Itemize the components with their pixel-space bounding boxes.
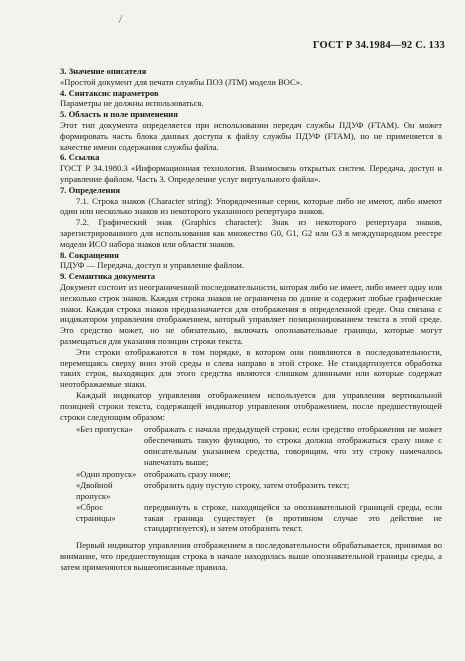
paragraph: Каждый индикатор управления отображением используется для управления вертикальной позицией строки текста, содержащей индикатор управления отображением, после предшествующей строки следующим образом: [60,389,442,422]
pen-mark [119,15,128,23]
control-item [60,469,442,480]
paragraph: Этот тип документа определяется при использовании передач службы ПДУФ (FTAM). Он может формировать часть блока данных доступа к файлу службы ПДУФ (FTAM), но не применяется в качестве имени содержания службы файла. [60,119,442,152]
section-heading: 4. Синтаксис параметров [60,87,159,98]
control-desc: отобразить одну пустую строку, затем отобразить текст; [144,480,350,491]
paragraph: «Простой документ для печати службы ПОЗ (JTM) модели ВОС». [60,76,303,87]
paragraph: 7.1. Строка знаков (Character string): Упорядоченные серии, которые либо не имеют, либо имеют один или несколько знаков из некоторого указанного репертуара знаков. [60,195,442,217]
paragraph: 7.2. Графический знак (Graphics character): Знак из некоторого репертуара знаков, зарегистрированного для использования как множество G0, G1, G2 или G3 в международном реестре модели ИСО набора знаков или области знаков. [60,217,442,249]
control-item [60,480,442,502]
control-item [60,424,442,467]
control-desc: отображать с начала предыдущей строки; если средство отображения не может обеспечивать такую функцию, то строка должна отображаться сразу ниже с описательным указанием средства, говорящим, что эту строку намечалось напечатать выше; [144,424,442,467]
section-heading: 7. Определения [60,184,121,195]
control-key: «Сброс страницы» [76,501,116,523]
closing-paragraph: Первый индикатор управления отображением в последовательности обрабатывается, принимая во внимание, что предшествующая строка в начале находилась выше опознавательной границы среды, а затем применяются вышеописанные правила. [60,540,442,572]
document-body [60,66,442,573]
control-key: «Без пропуска» [76,424,133,435]
section-heading: 5. Область и поле применения [60,109,178,120]
section-heading: 3. Значение описателя [60,66,147,76]
paragraph: Эти строки отображаются в том порядке, в котором они появляются в последовательности, перемещаясь сверху вниз этой среды и слева направо в этой строке. Не стандартизуется обработка таких строк, выходящих для этого средства являются слишком длинными или которые содержат неотображаемые знаки. [60,346,442,390]
paragraph: ПДУФ — Передача, доступ и управление файлом. [60,260,244,271]
control-desc: передвинуть к строке, находящейся за опознавательной границей среды, если такая граница существует (в противном случае это действие не стандартизуется), и затем отобразить текст. [144,501,442,534]
control-key: «Один пропуск» [76,469,137,480]
control-key: «Двойной пропуск» [76,480,113,502]
section-heading: 8. Сокращения [60,249,119,260]
paragraph: ГОСТ Р 34.1980.3 «Информационная технология. Взаимосвязь открытых систем. Передача, доступ и управление файлом. Часть 3. Определение услуг виртуального файла». [60,163,442,184]
page-header: ГОСТ Р 34.1984—92 С. 133 [312,40,445,51]
control-desc: отображать сразу ниже; [144,469,231,480]
paragraph: Параметры не должны использоваться. [60,98,204,109]
section-heading: 6. Ссылка [60,152,100,163]
paragraph: Документ состоит из неограниченной последовательности, которая либо не имеет, либо имеет одну или несколько строк знаков. Каждая строка знаков не ограничена по длине и содержит любые графические знаки. Каждая строка знаков предназначается для отображения в определенной среде. Она связана с индикатором управления отображением, который управляет позиционированием текста в этой среде. Это средство может, но не обязательно, включать опознавательные границы, которые могут размещаться для указания позиции строки текста. [60,281,442,346]
control-item [60,502,442,534]
section-heading: 9. Семантика документа [60,271,156,282]
